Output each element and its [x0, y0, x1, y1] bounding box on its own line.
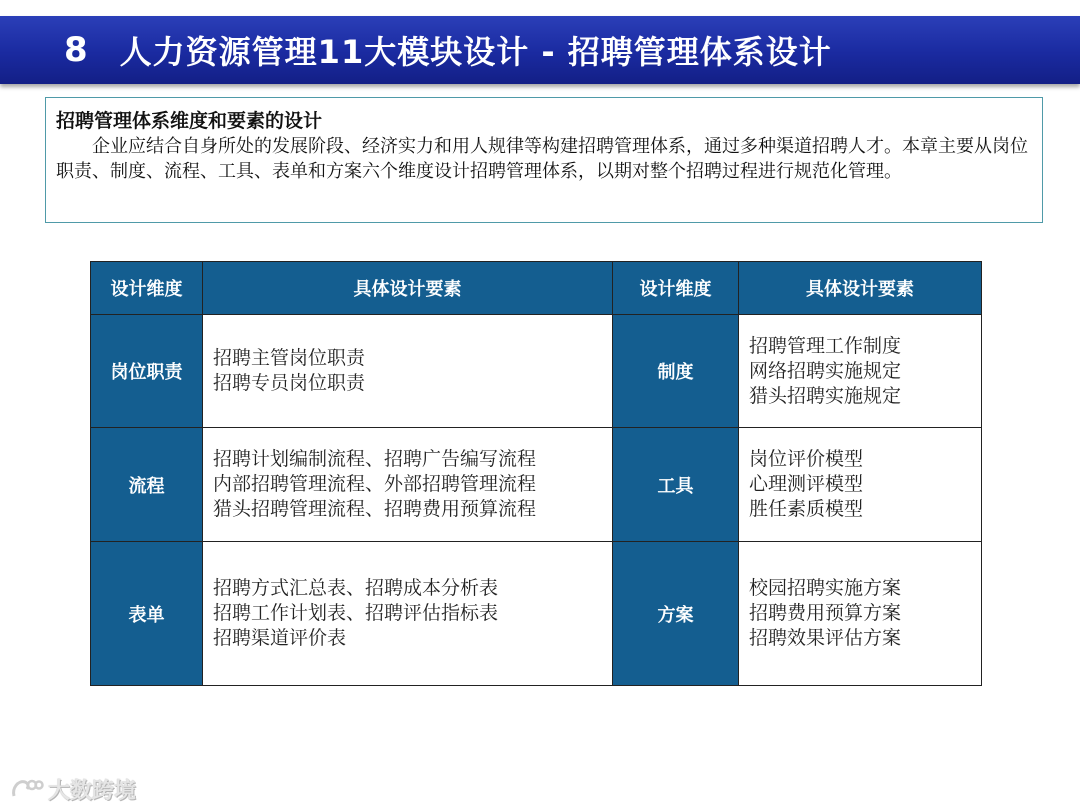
dimension-cell: 岗位职责: [91, 315, 203, 428]
elements-cell: [739, 428, 982, 542]
dimension-cell: 表单: [91, 542, 203, 686]
header-dimension-left: 设计维度: [91, 262, 203, 315]
dimension-cell: 制度: [613, 315, 739, 428]
elements-cell: [203, 428, 613, 542]
intro-box: [45, 97, 1043, 223]
header-dimension-right: 设计维度: [613, 262, 739, 315]
element-item: 招聘效果评估方案: [749, 627, 902, 649]
element-item: 心理测评模型: [749, 473, 864, 495]
element-item: 猎头招聘实施规定: [749, 384, 902, 407]
element-item: 网络招聘实施规定: [749, 359, 902, 382]
elements-cell: [739, 315, 982, 428]
intro-heading: 招聘管理体系维度和要素的设计: [56, 110, 323, 132]
element-item: 内部招聘管理流程、外部招聘管理流程: [213, 473, 537, 495]
elements-cell: [203, 542, 613, 686]
dimension-cell: 流程: [91, 428, 203, 542]
title-bar: [0, 16, 1080, 84]
header-elements-left: 具体设计要素: [203, 262, 613, 315]
table-row: [91, 428, 982, 542]
element-item: 招聘方式汇总表、招聘成本分析表: [213, 577, 499, 599]
element-item: 招聘主管岗位职责: [213, 347, 366, 369]
table-row: [91, 542, 982, 686]
intro-paragraph: 企业应结合自身所处的发展阶段、经济实力和用人规律等构建招聘管理体系，通过多种渠道招聘人才。本章主要从岗位职责、制度、流程、工具、表单和方案六个维度设计招聘管理体系，以期对整个招聘过程进行规范化管理。: [56, 136, 1028, 182]
element-item: 校园招聘实施方案: [749, 577, 902, 599]
element-item: 招聘管理工作制度: [749, 334, 902, 357]
element-item: 猎头招聘管理流程、招聘费用预算流程: [213, 498, 537, 520]
section-number: 8: [64, 30, 88, 70]
element-item: 招聘渠道评价表: [213, 627, 347, 649]
element-item: 岗位评价模型: [749, 448, 864, 470]
table-row: [91, 315, 982, 428]
page-title: 人力资源管理11大模块设计 - 招聘管理体系设计: [119, 33, 832, 71]
element-item: 招聘工作计划表、招聘评估指标表: [213, 602, 499, 624]
element-item: 招聘专员岗位职责: [213, 372, 366, 394]
elements-cell: [203, 315, 613, 428]
dimension-cell: 方案: [613, 542, 739, 686]
element-item: 招聘费用预算方案: [749, 602, 902, 624]
table-header-row: [91, 262, 982, 315]
watermark: [10, 772, 136, 806]
dimension-cell: 工具: [613, 428, 739, 542]
header-elements-right: 具体设计要素: [739, 262, 982, 315]
design-elements-table: [90, 261, 982, 686]
brand-logo-icon: [10, 776, 44, 802]
element-item: 招聘计划编制流程、招聘广告编写流程: [213, 448, 537, 470]
watermark-text: 大数跨境: [48, 778, 137, 804]
elements-cell: [739, 542, 982, 686]
element-item: 胜任素质模型: [749, 498, 864, 520]
